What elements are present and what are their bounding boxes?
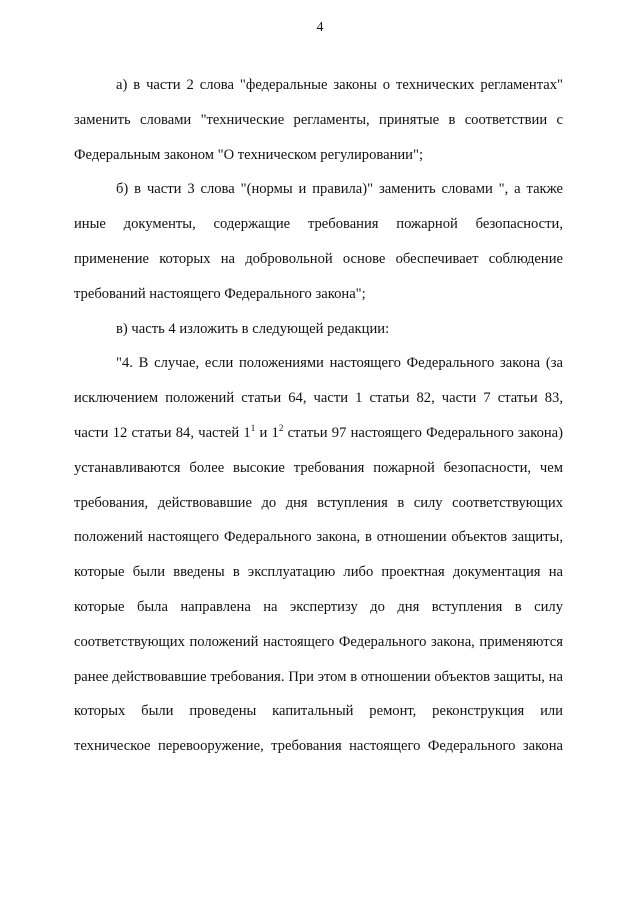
document-body: [74, 68, 563, 764]
superscript-2: 2: [278, 423, 284, 434]
paragraph-a: а) в части 2 слова "федеральные законы о технических регламентах" заменить словами "технические регламенты, принятые в соответствии с Федеральным законом "О техническом регулировании";: [74, 77, 563, 163]
quoted-paragraph-4: [74, 346, 563, 764]
page-number: 4: [316, 20, 324, 35]
quoted-text-middle: и 1: [255, 424, 279, 441]
superscript-1: 1: [250, 423, 256, 434]
paragraph-b: б) в части 3 слова "(нормы и правила)" заменить словами ", а также иные документы, содержащие требования пожарной безопасности, применение которых на добровольной основе обеспечивает соблюдение требований настоящего Федерального закона";: [74, 181, 563, 302]
quoted-text-start: "4. В случае, если положениями настоящего Федерального закона (за исключением положений статьи 64, части 1 статьи 82, части 7 статьи 83, части 12 статьи 84, частей 1: [74, 355, 563, 441]
quoted-text-end: статьи 97 настоящего Федерального закона) устанавливаются более высокие требования пожарной безопасности, чем требования, действовавшие до дня вступления в силу соответствующих положений настоящего Федерального закона, в отношении объектов защиты, которые были введены в эксплуатацию либо проектная документация на которые была направлена на экспертизу до дня вступления в силу соответствующих положений настоящего Федерального закона, применяются ранее действовавшие требования. При этом в отношении объектов защиты, на которых были проведены капитальный ремонт, реконструкция или техническое перевооружение, требования настоящего Федерального закона: [74, 424, 564, 755]
paragraph-v: в) часть 4 изложить в следующей редакции:: [116, 320, 390, 337]
